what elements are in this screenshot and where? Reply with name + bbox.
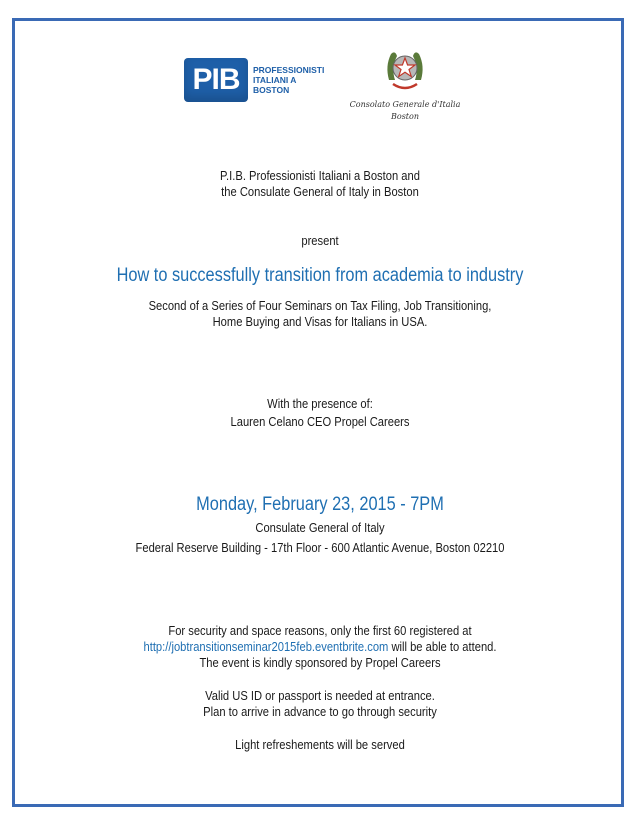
seminar-subtitle-2: Home Buying and Visas for Italians in USA. [212,314,428,329]
organizers-line-1: P.I.B. Professionisti Italiani a Boston and [220,168,420,183]
registration-link[interactable]: http://jobtransitionseminar2015feb.eventbrite.com [143,639,389,654]
seminar-subtitle-1: Second of a Series of Four Seminars on Tax Filing, Job Transitioning, [148,298,492,313]
security-note-2 [45,639,595,654]
italian-emblem-icon [381,44,429,98]
pib-logo-line: BOSTON [253,85,290,95]
id-note: Valid US ID or passport is needed at entrance. [205,688,435,703]
organizers-line-2: the Consulate General of Italy in Boston [221,184,419,199]
consulate-logo [340,44,470,122]
presence-intro: With the presence of: [267,396,373,411]
arrival-note: Plan to arrive in advance to go through security [203,704,437,719]
pib-logo-text [253,65,324,95]
event-address: Federal Reserve Building - 17th Floor - 600 Atlantic Avenue, Boston 02210 [135,540,505,555]
consulate-logo-line: Consolato Generale d'Italia [349,100,461,109]
event-date: Monday, February 23, 2015 - 7PM [196,494,444,515]
event-venue: Consulate General of Italy [255,520,385,535]
security-note-1: For security and space reasons, only the first 60 registered at [168,623,472,638]
seminar-title: How to successfully transition from academia to industry [116,265,524,286]
security-note-suffix: will be able to attend. [388,639,497,654]
pib-logo-mark: PIB [184,58,248,102]
sponsor-note: The event is kindly sponsored by Propel Careers [199,655,441,670]
present-label: present [301,233,339,248]
pib-logo-line: ITALIANI A [253,75,297,85]
refreshments-note: Light refreshements will be served [235,737,405,752]
speaker-name: Lauren Celano CEO Propel Careers [230,414,410,429]
pib-logo-line: PROFESSIONISTI [253,65,325,75]
consulate-logo-line: Boston [391,112,419,121]
pib-logo [184,58,324,102]
